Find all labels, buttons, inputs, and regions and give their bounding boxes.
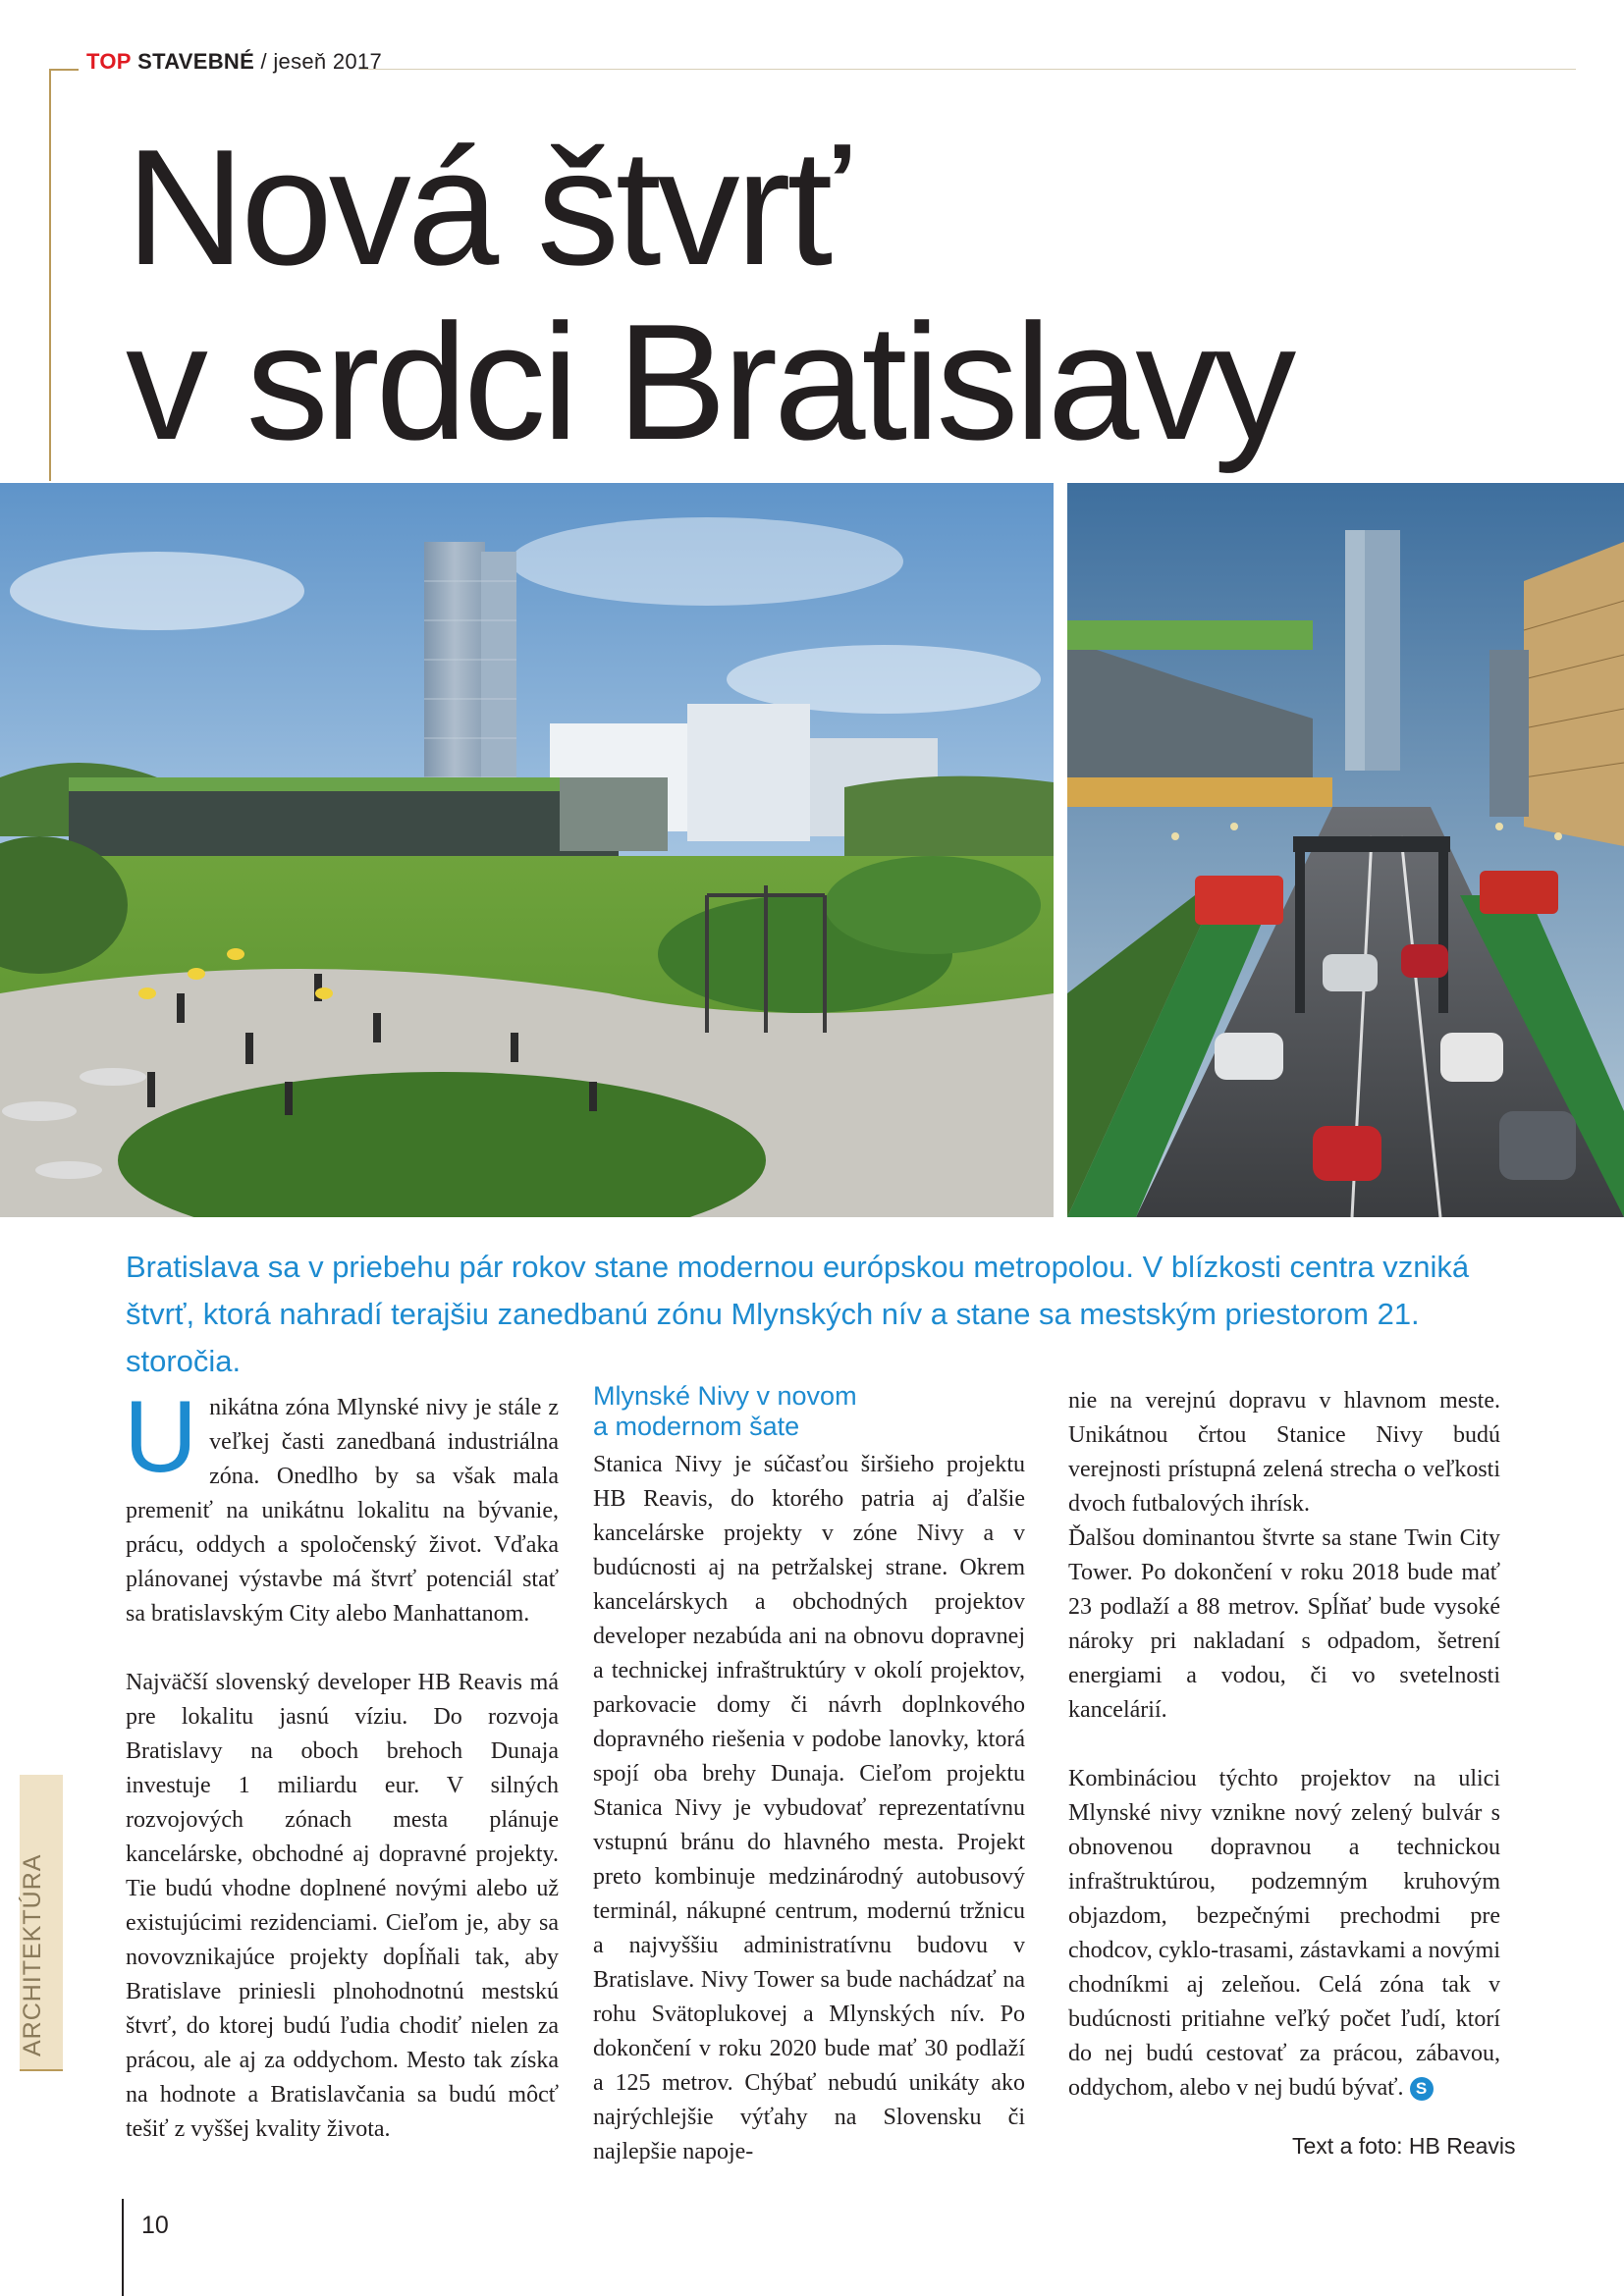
col3-paragraph-2: Ďalšou dominantou štvrte sa stane Twin City Tower. Po dokončení v roku 2018 bude mať 23 podlaží a 88 metrov. Spĺňať bude vysoké nároky pri nakladaní s odpadom, šetrení energiami a vodou, či vo svetelnosti kancelárií.	[1068, 1525, 1500, 1723]
issue-label: / jeseň 2017	[260, 49, 382, 74]
col1-paragraph-1	[124, 1380, 559, 1631]
page-number: 10	[141, 2212, 169, 2239]
col2-paragraph-1: Stanica Nivy je súčasťou širšieho projektu HB Reavis, do ktorého patria aj ďalšie kancelárske projekty v zóne Nivy a v budúcnosti aj na petržalskej strane. Okrem kancelárskych a obchodných projektov developer nezabúda ani na obnovu dopravnej a technickej infraštruktúry v okolí projektov, parkovacie domy či návrh doplnkového dopravného riešenia v podobe lanovky, ktorá spojí oba brehy Dunaja. Cieľom projektu Stanica Nivy je vybudovať reprezentatívnu vstupnú bránu do hlavného mesta. Projekt preto kombinuje medzinárodný autobusový terminál, nákupné centrum, modernú tržnicu a najvyššiu administratívnu budovu v Bratislave. Nivy Tower sa bude nachádzať na rohu Svätoplukovej a Mlynských nív. Po dokončení v roku 2020 bude mať 30 podlaží a 125 metrov. Chýbať nebudú unikáty ako najrýchlejšie výťahy na Slovensku či najlepšie napoje-	[593, 1452, 1025, 2164]
column-3	[1068, 1384, 1500, 2106]
title-line-1: Nová štvrť	[126, 115, 845, 299]
running-head	[86, 49, 382, 75]
header-rule-left	[49, 69, 79, 71]
column-1	[124, 1380, 559, 2147]
brand-top: TOP	[86, 49, 132, 74]
col3-p3-text: Kombináciou týchto projektov na ulici Mlynské nivy vznikne nový zelený bulvár s obnovenou dopravnou a technickou infraštruktúrou, podzemným kruhovým objazdom, bezpečnými prechodmi pre chodcov, cyklo-trasami, zástavkami a novými chodníkmi aj zeleňou. Celá zóna tak v budúcnosti pritiahne veľký počet ľudí, ktorí do nej budú cestovať za prácou, zábavou, oddychom, alebo v nej budú bývať.	[1068, 1766, 1500, 2101]
photo-street-rendering	[1067, 483, 1624, 1217]
subheading-line-2: a modernom šate	[593, 1412, 800, 1441]
page-title	[126, 115, 1293, 474]
subheading-line-1: Mlynské Nivy v novom	[593, 1381, 857, 1411]
footer-rule	[122, 2199, 124, 2296]
col3-paragraph-3	[1068, 1762, 1500, 2106]
photo-credit: Text a foto: HB Reavis	[1292, 2133, 1516, 2159]
section-tab-label: ARCHITEKTÚRA	[19, 1853, 46, 2056]
header-rule-right	[358, 69, 1576, 70]
drop-cap: U	[124, 1380, 198, 1494]
col3-paragraph-1: nie na verejnú dopravu v hlavnom meste. Unikátnou črtou Stanice Nivy budú verejnosti prístupná zelená strecha o veľkosti dvoch futbalových ihrísk.	[1068, 1388, 1500, 1517]
photo-park-rendering	[0, 483, 1054, 1217]
lead-paragraph: Bratislava sa v priebehu pár rokov stane modernou európskou metropolou. V blízkosti centra vzniká štvrť, ktorá nahradí terajšiu zanedbanú zónu Mlynských nív a stane sa mestským priestorom 21. storočia.	[126, 1250, 1470, 1378]
section-tab-rule	[20, 2069, 63, 2071]
col1-p1-text: nikátna zóna Mlynské nivy je stále z veľkej časti zanedbaná industriálna zóna. Onedlho by sa však mala premeniť na unikátnu lokalitu na bývanie, prácu, oddych a spoločenský život. Vďaka plánovanej výstavbe má štvrť potenciál stať sa bratislavským City alebo Manhattanom.	[126, 1395, 559, 1627]
section-subheading	[593, 1381, 1025, 1442]
header-vertical-rule	[49, 69, 51, 481]
end-mark-icon: S	[1410, 2077, 1434, 2101]
brand-stavebne: STAVEBNÉ	[137, 49, 255, 74]
column-2	[593, 1381, 1025, 2169]
title-line-2: v srdci Bratislavy	[126, 290, 1293, 474]
col1-paragraph-2: Najväčší slovenský developer HB Reavis má pre lokalitu jasnú víziu. Do rozvoja Bratislavy na oboch brehoch Dunaja investuje 1 miliardu eur. V silných rozvojových zónach mesta plánuje kancelárske, obchodné aj dopravné projekty. Tie budú vhodne doplnené novými alebo už existujúcimi rezidenciami. Cieľom je, aby sa novovznikajúce projekty dopĺňali tak, aby Bratislave priniesli plnohodnotnú mestskú štvrť, do ktorej budú ľudia chodiť nielen za prácou, ale aj za oddychom. Mesto tak získa na hodnote a Bratislavčania sa budú môcť tešiť z vyššej kvality života.	[126, 1670, 559, 2142]
